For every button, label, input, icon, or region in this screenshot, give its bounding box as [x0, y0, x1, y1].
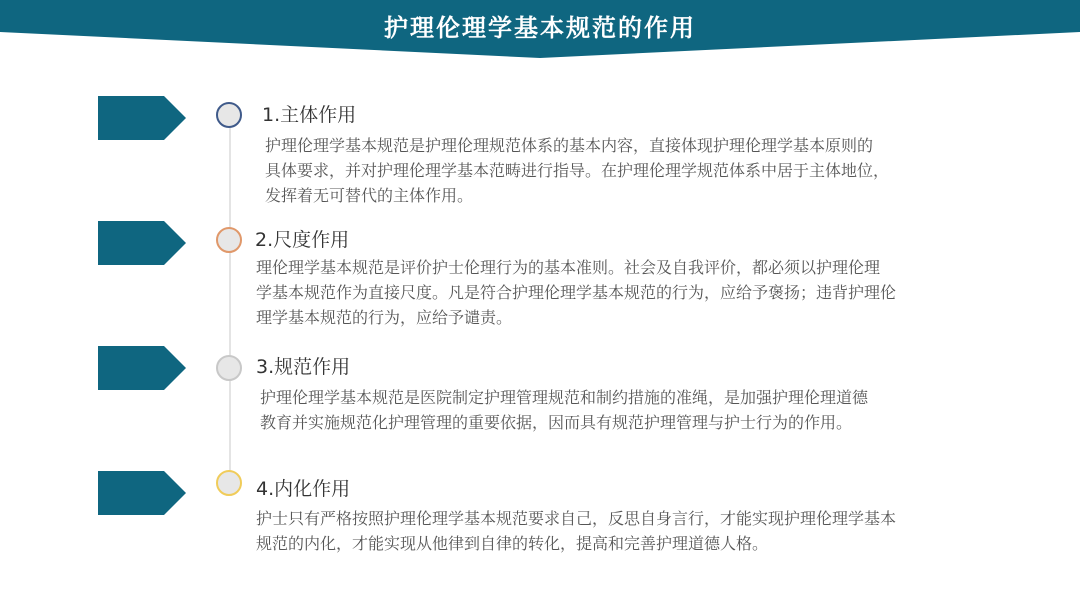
section-4-heading: 4.内化作用	[256, 478, 351, 500]
section-4-body: 护士只有严格按照护理伦理学基本规范要求自己，反思自身言行，才能实现护理伦理学基本 规范的内化，才能实现从他律到自律的转化，提高和完善护理道德人格。	[256, 509, 897, 553]
section-2-arrow-icon	[98, 221, 186, 265]
section-1-heading: 1.主体作用	[262, 104, 357, 126]
title-banner	[0, 0, 1080, 58]
section-3-marker	[216, 355, 242, 381]
section-4-marker	[216, 470, 242, 496]
timeline-line	[229, 115, 231, 490]
section-1-body: 护理伦理学基本规范是护理伦理规范体系的基本内容，直接体现护理伦理学基本原则的 具体要求，并对护理伦理学基本范畴进行指导。在护理伦理学规范体系中居于主体地位， 发挥着无可替代的主体作用。	[265, 136, 890, 205]
section-3-body: 护理伦理学基本规范是医院制定护理管理规范和制约措施的准绳，是加强护理伦理道德 教育并实施规范化护理管理的重要依据，因而具有规范护理管理与护士行为的作用。	[260, 388, 869, 432]
page-title: 护理伦理学基本规范的作用	[384, 14, 696, 42]
section-2-heading: 2.尺度作用	[255, 229, 350, 251]
section-1-marker	[216, 102, 242, 128]
section-2-marker	[216, 227, 242, 253]
section-4-arrow-icon	[98, 471, 186, 515]
section-1-arrow-icon	[98, 96, 186, 140]
section-3-arrow-icon	[98, 346, 186, 390]
section-2-body: 理伦理学基本规范是评价护士伦理行为的基本准则。社会及自我评价，都必须以护理伦理 学基本规范作为直接尺度。凡是符合护理伦理学基本规范的行为，应给予褒扬；违背护理伦 理学基本规范的行为，应给予谴责。	[256, 258, 897, 327]
section-3-heading: 3.规范作用	[256, 356, 351, 378]
